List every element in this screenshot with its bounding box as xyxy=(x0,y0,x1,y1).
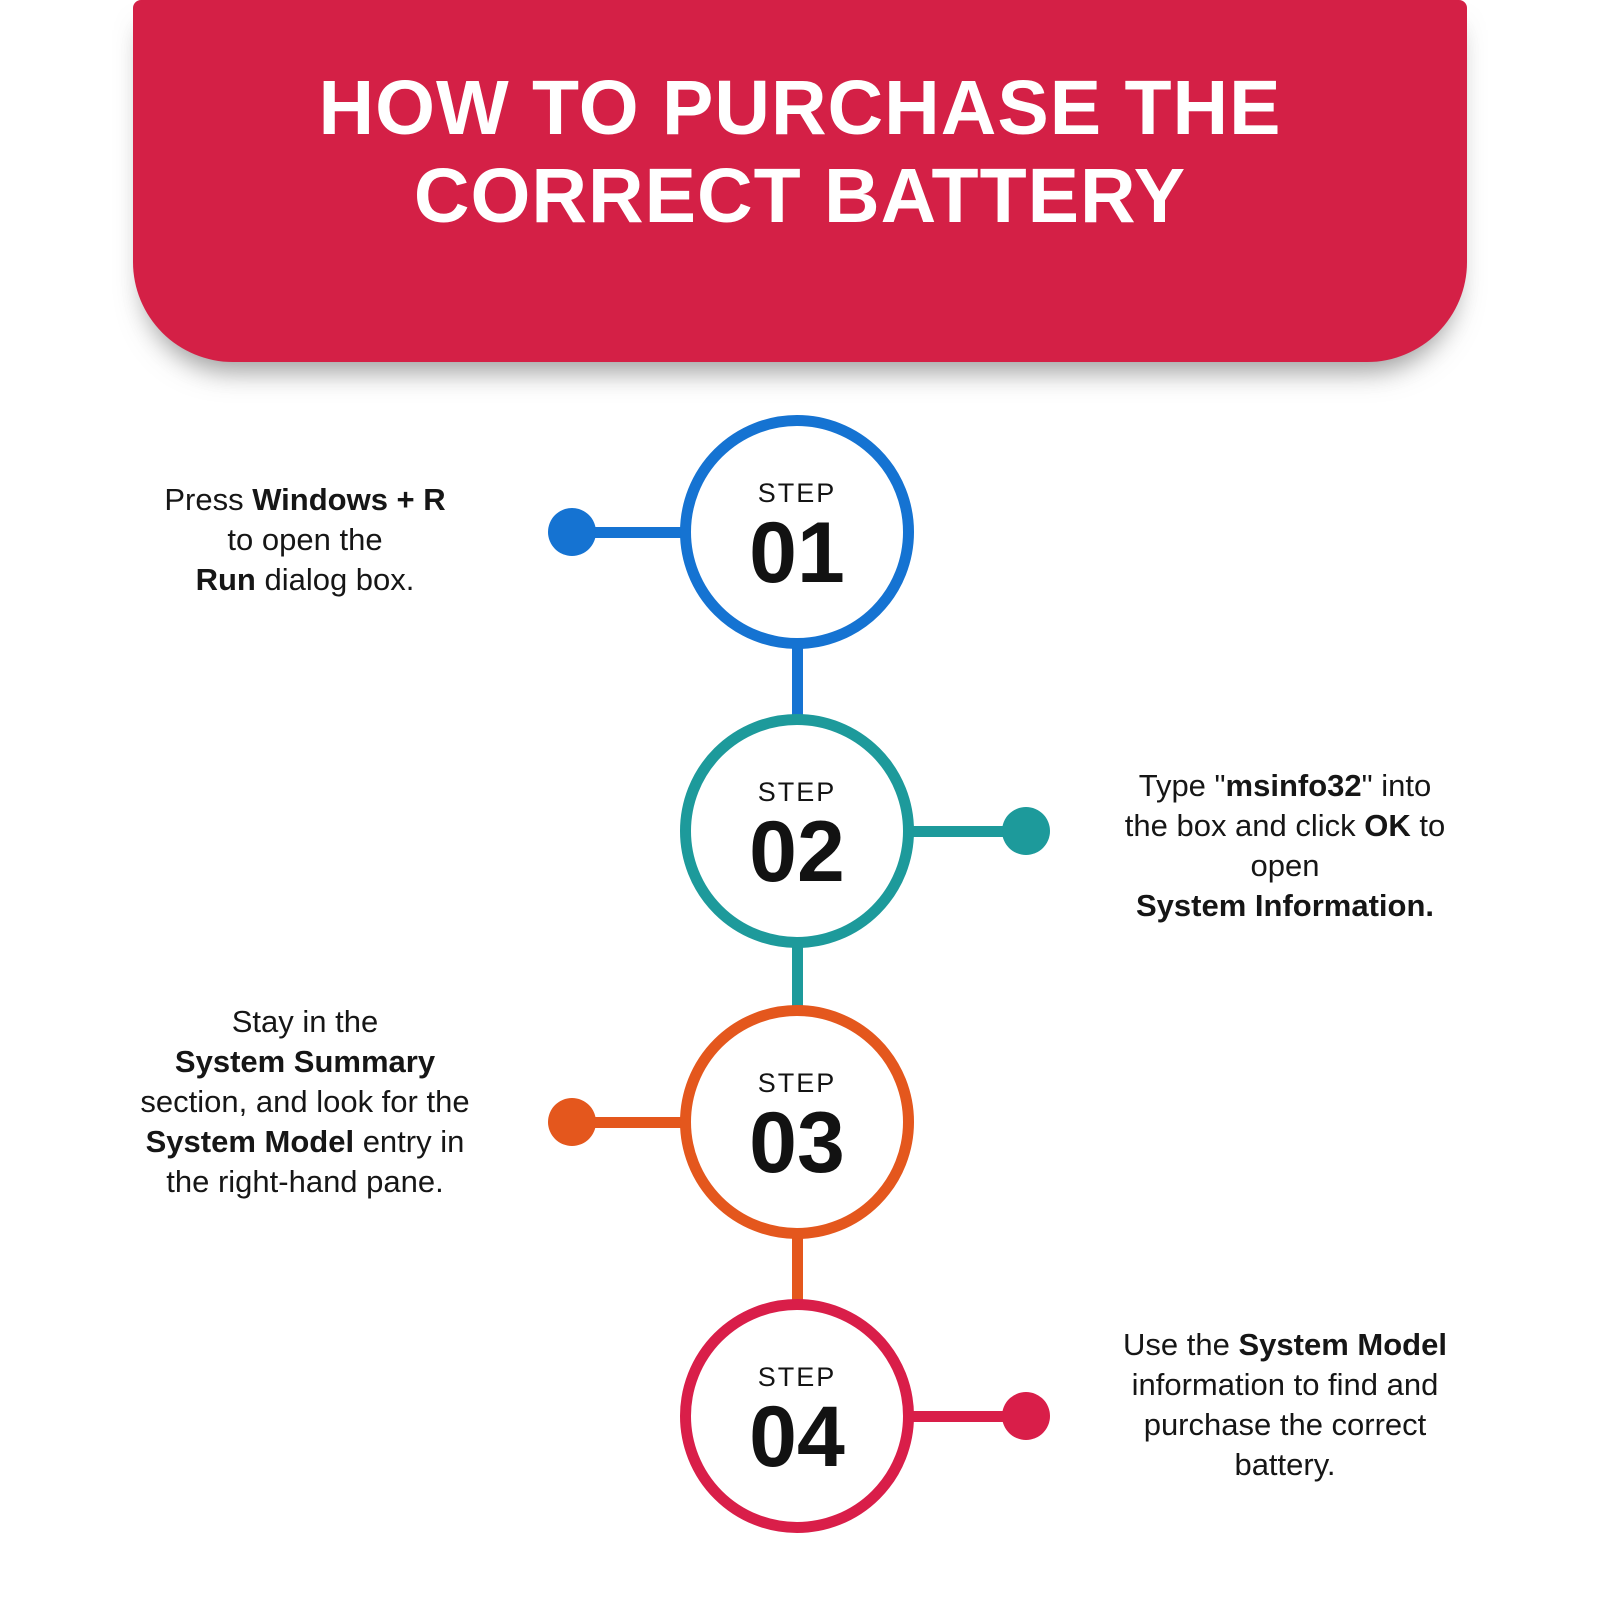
header-banner xyxy=(133,0,1467,362)
connector-dot xyxy=(548,508,596,556)
step-label: STEP xyxy=(757,1068,837,1098)
step-label: STEP xyxy=(757,777,837,807)
connector-line-vertical xyxy=(792,945,803,1008)
step-circle-03 xyxy=(680,1005,914,1239)
step-number: 02 xyxy=(749,804,845,900)
connector-dot xyxy=(1002,1392,1050,1440)
step-number: 04 xyxy=(749,1389,845,1485)
step-description-04: Use the System Model information to find and purchase the correct battery. xyxy=(1123,1327,1447,1482)
step-label: STEP xyxy=(757,1362,837,1392)
step-circle-01 xyxy=(680,415,914,649)
connector-dot xyxy=(1002,807,1050,855)
page-title-line-2: CORRECT BATTERY xyxy=(413,153,1187,239)
connector-line-vertical xyxy=(792,1236,803,1302)
page-title-line-1: HOW TO PURCHASE THE xyxy=(318,65,1282,151)
step-description-03: Stay in the System Summary section, and look for the System Model entry in the right-hand pane. xyxy=(140,1004,470,1199)
step-circle-04 xyxy=(680,1299,914,1533)
step-description-01: Press Windows + R to open the Run dialog box. xyxy=(164,482,446,597)
connector-line-vertical xyxy=(792,646,803,717)
connector-dot xyxy=(548,1098,596,1146)
step-circle-02 xyxy=(680,714,914,948)
step-description-02: Type "msinfo32" into the box and click OK to open System Information. xyxy=(1124,768,1446,923)
step-number: 03 xyxy=(749,1095,845,1191)
step-label: STEP xyxy=(757,478,837,508)
step-number: 01 xyxy=(749,505,845,601)
